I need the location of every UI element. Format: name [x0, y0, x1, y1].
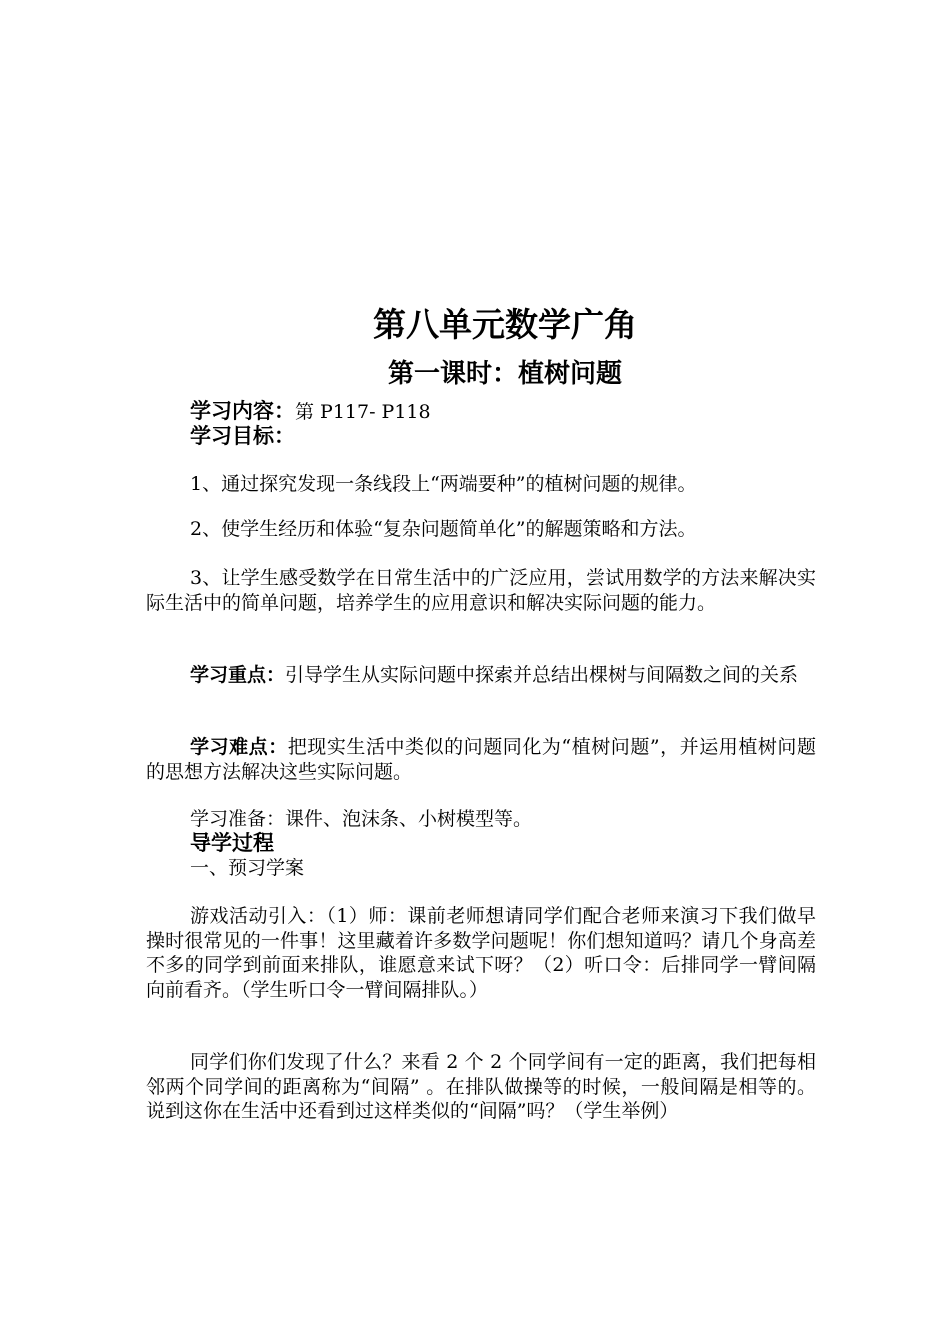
preparation-line: 学习准备：课件、泡沫条、小树模型等。: [190, 808, 533, 830]
lesson-subtitle: 第一课时：植树问题: [387, 359, 622, 389]
body-paragraph: 同学们你们发现了什么？来看 2 个 2 个同学间有一定的距离，我们把每相邻两个同学间的距离称为“间隔” 。在排队做操等的时候，一般间隔是相等的。说到这你在生活中还看到过这样类似的“间隔”吗？（学生举例）: [146, 1051, 816, 1122]
objective-item: 3、让学生感受数学在日常生活中的广泛应用，尝试用数学的方法来解决实际生活中的简单问题，培养学生的应用意识和解决实际问题的能力。: [146, 567, 816, 614]
objective-item: 1、通过探究发现一条线段上“两端要种”的植树问题的规律。: [190, 473, 697, 495]
difficulty-paragraph: [146, 735, 816, 784]
key-point-text: 引导学生从实际问题中探索并总结出棵树与间隔数之间的关系: [285, 664, 799, 686]
objectives-label: 学习目标：: [190, 424, 295, 448]
content-label: 学习内容：: [190, 399, 295, 423]
document-title: 第八单元数学广角: [373, 305, 637, 344]
objective-item: 2、使学生经历和体验“复杂问题简单化”的解题策略和方法。: [190, 518, 697, 540]
content-line: [190, 400, 816, 424]
body-paragraph: 游戏活动引入：（1）师：课前老师想请同学们配合老师来演习下我们做早操时很常见的一件事！这里藏着许多数学问题呢！你们想知道吗？请几个身高差不多的同学到前面来排队，谁愿意来试下呀？（2）听口令：后排同学一臂间隔向前看齐。（学生听口令一臂间隔排队。）: [146, 905, 816, 1001]
difficulty-text: 把现实生活中类似的问题同化为“植树问题”，并运用植树问题的思想方法解决这些实际问题。: [146, 736, 816, 783]
objectives-label-line: [190, 425, 816, 449]
difficulty-label: 学习难点：: [190, 736, 288, 758]
content-value: 第 P117- P118: [295, 401, 431, 423]
process-heading: 导学过程: [190, 831, 274, 855]
key-point-label: 学习重点：: [190, 664, 286, 686]
key-point-paragraph: [146, 663, 816, 688]
section-heading: 一、预习学案: [190, 857, 305, 879]
